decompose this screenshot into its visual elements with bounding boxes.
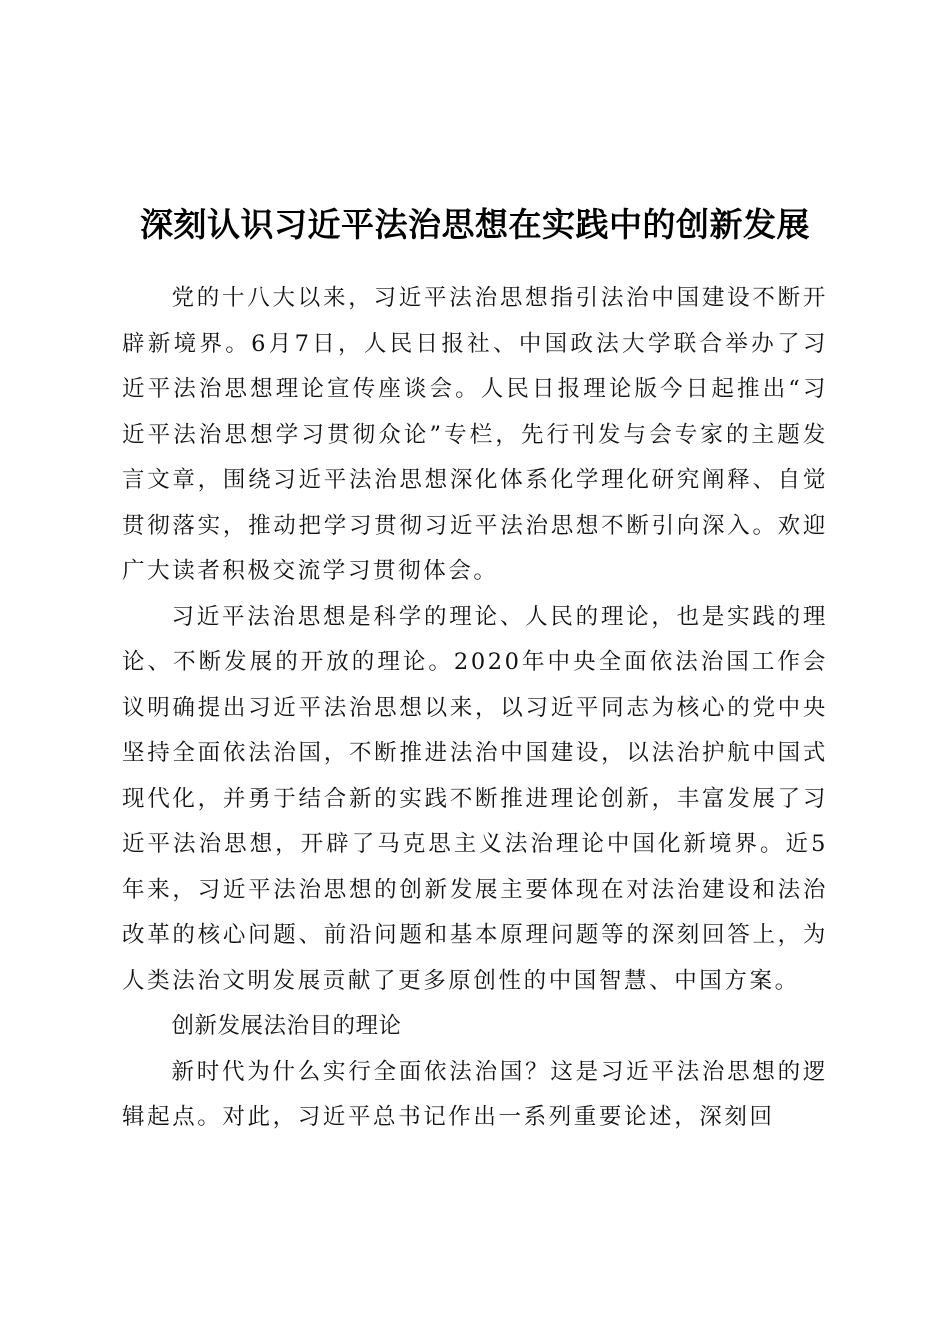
section-heading: 创新发展法治目的理论 bbox=[171, 1013, 402, 1039]
overview-paragraph: 习近平法治思想是科学的理论、人民的理论，也是实践的理论、不断发展的开放的理论。2020年中央全面依法治国工作会议明确提出习近平法治思想以来，以习近平同志为核心的党中央坚持全面依法治国，不断推进法治中国建设，以法治护航中国式现代化，并勇于结合新的实践不断推进理论创新，丰富发展了习近平法治思想，开辟了马克思主义法治理论中国化新境界。近5年来，习近平法治思想的创新发展主要体现在对法治建设和法治改革的核心问题、前沿问题和基本原理问题等的深刻回答上，为人类法治文明发展贡献了更多原创性的中国智慧、中国方案。 bbox=[122, 603, 828, 994]
section-paragraph: 新时代为什么实行全面依法治国？这是习近平法治思想的逻辑起点。对此，习近平总书记作出一系列重要论述，深刻回 bbox=[122, 1058, 828, 1130]
document-body bbox=[122, 276, 828, 1141]
document-title: 深刻认识习近平法治思想在实践中的创新发展 bbox=[140, 205, 810, 245]
intro-paragraph: 党的十八大以来，习近平法治思想指引法治中国建设不断开辟新境界。6月7日，人民日报社、中国政法大学联合举办了习近平法治思想理论宣传座谈会。人民日报理论版今日起推出“习近平法治思想学习贯彻众论”专栏，先行刊发与会专家的主题发言文章，围绕习近平法治思想深化体系化学理化研究阐释、自觉贯彻落实，推动把学习贯彻习近平法治思想不断引向深入。欢迎广大读者积极交流学习贯彻体会。 bbox=[122, 285, 828, 584]
